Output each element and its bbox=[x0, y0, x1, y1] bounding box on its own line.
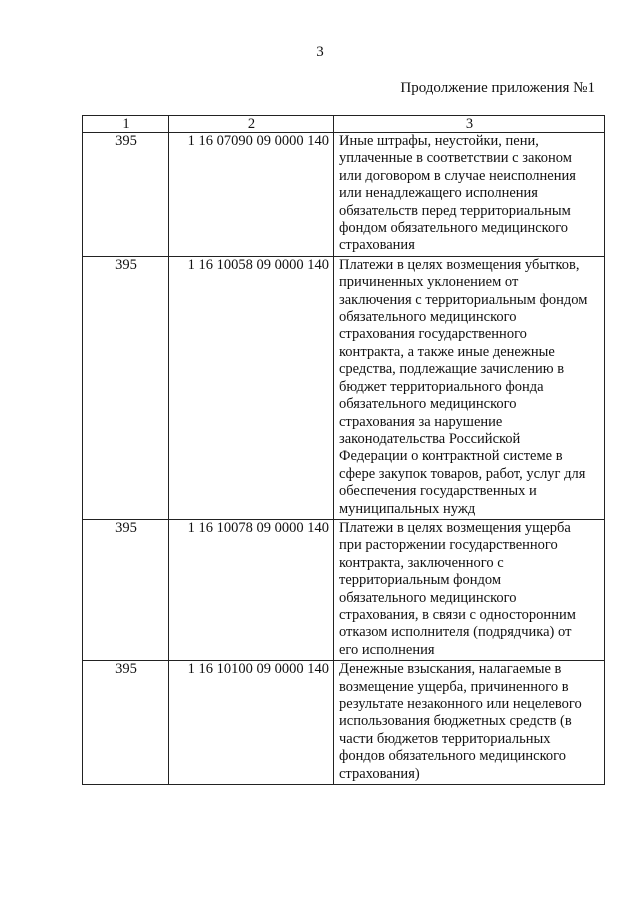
table-row bbox=[83, 133, 605, 257]
continuation-label: Продолжение приложения №1 bbox=[400, 80, 595, 96]
revenue-name-line: заключения с территориальным фондом bbox=[339, 291, 588, 308]
revenue-name-line: отказом исполнителя (подрядчика) от bbox=[339, 624, 572, 641]
revenue-name-line: Федерации о контрактной системе в bbox=[339, 448, 563, 465]
table-row bbox=[83, 661, 605, 785]
revenue-name-line: страхования bbox=[339, 237, 415, 254]
table-row bbox=[83, 519, 605, 660]
revenue-name-line: обязательного медицинского bbox=[339, 589, 517, 606]
kbk-code-cell: 1 16 10058 09 0000 140 bbox=[169, 256, 334, 519]
revenue-name-line: страхования) bbox=[339, 765, 420, 782]
revenue-name-cell bbox=[334, 661, 605, 785]
revenue-name-line: или договором в случае неисполнения bbox=[339, 167, 576, 184]
revenue-name-line: контракта, заключенного с bbox=[339, 554, 504, 571]
admin-code-cell: 395 bbox=[83, 661, 169, 785]
header-cell-1: 1 bbox=[83, 116, 169, 133]
admin-code-cell: 395 bbox=[83, 256, 169, 519]
revenue-name-line: Денежные взыскания, налагаемые в bbox=[339, 661, 562, 678]
revenue-name-line: Платежи в целях возмещения ущерба bbox=[339, 519, 571, 536]
revenue-table bbox=[82, 115, 605, 785]
revenue-name-cell bbox=[334, 519, 605, 660]
revenue-name-line: обязательств перед территориальным bbox=[339, 202, 571, 219]
revenue-name-line: страхования, в связи с односторонним bbox=[339, 606, 576, 623]
revenue-name-line: страхования за нарушение bbox=[339, 413, 503, 430]
revenue-name-line: муниципальных нужд bbox=[339, 500, 476, 517]
header-cell-2: 2 bbox=[169, 116, 334, 133]
revenue-name-line: части бюджетов территориальных bbox=[339, 730, 551, 747]
kbk-code-cell: 1 16 10100 09 0000 140 bbox=[169, 661, 334, 785]
revenue-name-line: фондом обязательного медицинского bbox=[339, 220, 569, 237]
revenue-name-line: возмещение ущерба, причиненного в bbox=[339, 678, 569, 695]
revenue-name-line: уплаченные в соответствии с законом bbox=[339, 150, 572, 167]
page-number: 3 bbox=[316, 44, 324, 60]
revenue-name-line: результате незаконного или нецелевого bbox=[339, 696, 582, 712]
revenue-name-line: Иные штрафы, неустойки, пени, bbox=[339, 133, 539, 149]
revenue-name-line: обязательного медицинского bbox=[339, 309, 517, 326]
revenue-name-line: его исполнения bbox=[339, 641, 435, 658]
kbk-code-cell: 1 16 10078 09 0000 140 bbox=[169, 519, 334, 660]
revenue-name-line: обязательного медицинского bbox=[339, 396, 517, 413]
revenue-name-line: страхования государственного bbox=[339, 326, 527, 343]
revenue-name-line: сфере закупок товаров, работ, услуг для bbox=[339, 465, 586, 482]
table-row bbox=[83, 256, 605, 519]
admin-code-cell: 395 bbox=[83, 133, 169, 257]
revenue-name-line: Платежи в целях возмещения убытков, bbox=[339, 256, 580, 273]
revenue-name-line: контракта, а также иные денежные bbox=[339, 343, 555, 360]
revenue-name-line: законодательства Российской bbox=[339, 430, 521, 447]
revenue-name-line: при расторжении государственного bbox=[339, 537, 558, 554]
header-cell-3: 3 bbox=[334, 116, 605, 133]
revenue-name-line: территориальным фондом bbox=[339, 572, 502, 589]
revenue-name-line: средства, подлежащие зачислению в bbox=[339, 361, 565, 378]
revenue-name-line: причиненных уклонением от bbox=[339, 274, 519, 291]
revenue-name-line: обеспечения государственных и bbox=[339, 483, 537, 500]
kbk-code-cell: 1 16 07090 09 0000 140 bbox=[169, 133, 334, 257]
revenue-name-line: фондов обязательного медицинского bbox=[339, 748, 566, 765]
revenue-name-cell bbox=[334, 133, 605, 257]
revenue-name-line: использования бюджетных средств (в bbox=[339, 713, 572, 730]
revenue-name-line: или ненадлежащего исполнения bbox=[339, 185, 538, 202]
table-header-row bbox=[83, 116, 605, 133]
revenue-name-line: бюджет территориального фонда bbox=[339, 378, 544, 395]
admin-code-cell: 395 bbox=[83, 519, 169, 660]
revenue-name-cell bbox=[334, 256, 605, 519]
